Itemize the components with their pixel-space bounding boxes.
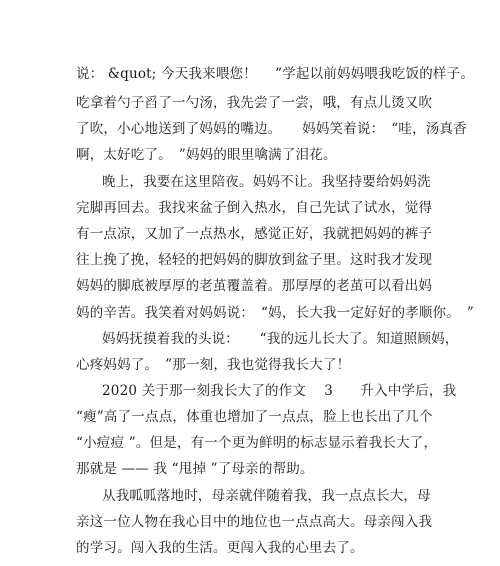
paragraph-start-line: 晚上，我要在这里陪夜。妈妈不让。我坚持要给妈妈洗	[102, 174, 431, 190]
text-line: 那就是 —— 我 “甩掉 ”了母亲的帮助。	[76, 461, 314, 477]
paragraph-start-line: 2020 关于那一刻我长大了的作文 3 升入中学后，我	[102, 383, 457, 399]
text-line: 了吹，小心地送到了妈妈的嘴边。 妈妈笑着说： “哇，汤真香	[76, 121, 467, 137]
text-line: 有一点凉，又加了一点热水，感觉正好，我就把妈妈的裤子	[76, 226, 433, 242]
text-line: 啊，太好吃了。 ”妈妈的眼里噙满了泪花。	[76, 147, 337, 163]
paragraph-start-line: 妈妈抚摸着我的头说： “我的远儿长大了。知道照顾妈，	[102, 331, 459, 347]
text-line: “小痘痘 ”。但是，有一个更为鲜明的标志显示着我长大了，	[76, 435, 438, 451]
text-line: 吃拿着勺子舀了一勺汤，我先尝了一尝，哦，有点儿烫又吹	[76, 95, 433, 111]
text-line: “瘦”高了一点点，体重也增加了一点点，脸上也长出了几个	[76, 409, 433, 425]
paragraph-start-line: 从我呱呱落地时，母亲就伴随着我，我一点点长大，母	[102, 488, 431, 504]
text-line: 往上挽了挽，轻轻的把妈妈的脚放到盆子里。这时我才发现	[76, 252, 433, 268]
text-line: 完脚再回去。我找来盆子倒入热水，自己先试了试水，觉得	[76, 200, 433, 216]
text-line: 亲这一位人物在我心目中的地位也一点点高大。母亲闯入我	[76, 514, 433, 530]
text-line: 心疼妈妈了。 ”那一刻，我也觉得我长大了！	[76, 357, 351, 373]
text-line: 说： &quot; 今天我来喂您！ ”学起以前妈妈喂我吃饭的样子。	[76, 66, 475, 82]
text-line: 妈的辛苦。我笑着对妈妈说： “妈，长大我一定好好的孝顺你。 ”	[76, 305, 475, 321]
text-line: 妈妈的脚底被厚厚的老茧覆盖着。那厚厚的老茧可以看出妈	[76, 278, 433, 294]
text-line: 的学习。闯入我的生活。更闯入我的心里去了。	[76, 540, 364, 556]
